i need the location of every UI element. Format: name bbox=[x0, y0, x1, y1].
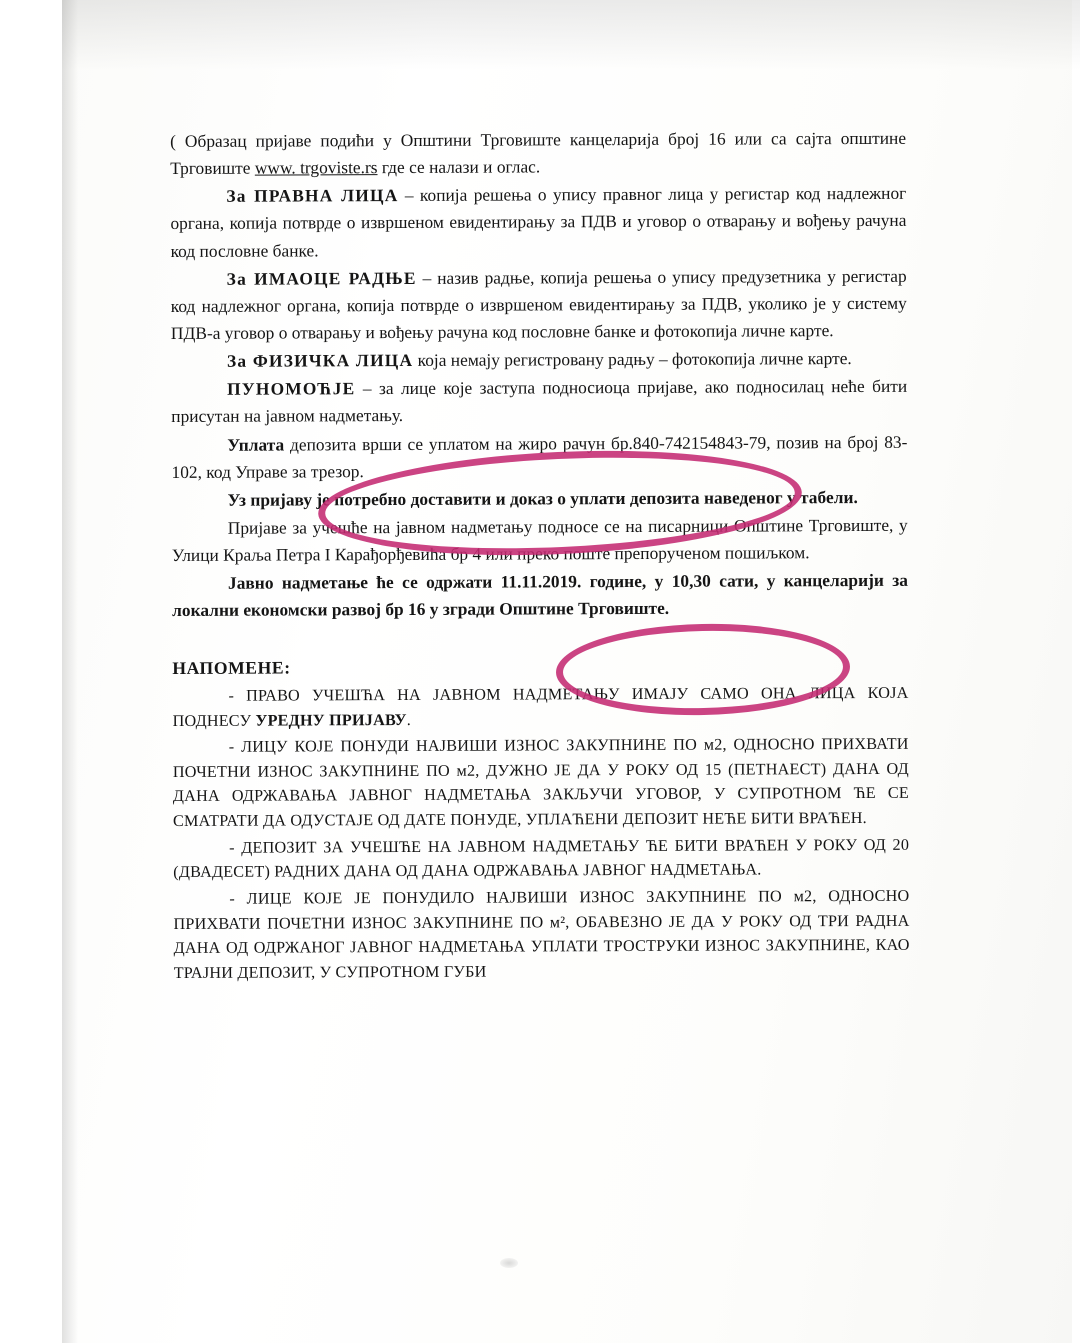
notes-block bbox=[172, 681, 909, 986]
paragraph-application-submission: Пријаве за учешће на јавном надметању подносе се на писарници Општине Трговиште, у Улици Краља Петра I Карађорђевића бр 4 или преко поште препорученом пошиљком. bbox=[171, 514, 908, 566]
note-item-1-text: - ПРАВО УЧЕШЋА НА ЈАВНОМ НАДМЕТАЊУ ИМАЈУ САМО ОНА ЛИЦА КОЈА ПОДНЕСУ УРЕДНУ ПРИЈАВУ. bbox=[172, 683, 909, 730]
scan-smudge bbox=[500, 1258, 518, 1268]
scan-shadow-left bbox=[62, 0, 78, 1343]
text-fizicka-lica: која немају регистровану радњу – фотокопија личне карте. bbox=[413, 348, 852, 371]
paragraph-shop-owners bbox=[171, 262, 907, 347]
label-pravna-lica: За ПРАВНА ЛИЦА bbox=[226, 185, 399, 207]
note-item-3: - ДЕПОЗИТ ЗА УЧЕШЋЕ НА ЈАВНОМ НАДМЕТАЊУ ЋЕ БИТИ ВРАЋЕН У РОКУ ОД 20 (ДВАДЕСЕТ) РАДНИХ ДАНА ОД ДАНА ОДРЖАВАЊА ЈАВНОГ НАДМЕТАЊА. bbox=[173, 835, 910, 882]
note-item-2: - ЛИЦУ КОЈЕ ПОНУДИ НАЈВИШИ ИЗНОС ЗАКУПНИНЕ ПО м2, ОДНОСНО ПРИХВАТИ ПОЧЕТНИ ИЗНОС ЗАКУПНИНЕ ПО м2, ДУЖНО ЈЕ ДА У РОКУ ОД 15 (ПЕТНАЕСТ) ДАНА ОД ДАНА ОДРЖАВАЊА ЈАВНОГ НАДМЕТАЊА ЗАКЉУЧИ УГОВОР, У СУПРОТНОМ ЋЕ СЕ СМАТРАТИ ДА ОДУСТАЈЕ ОД ДАТЕ ПОНУДЕ, УПЛАЋЕНИ ДЕПОЗИТ НЕЋЕ БИТИ ВРАЋЕН. bbox=[172, 735, 909, 831]
note-item-4: - ЛИЦЕ КОЈЕ ЈЕ ПОНУДИЛО НАЈВИШИ ИЗНОС ЗАКУПНИНЕ ПО м2, ОДНОСНО ПРИХВАТИ ПОЧЕТНИ ИЗНОС ЗАКУПНИНЕ ПО м², ОБАВЕЗНО ЈЕ ДА У РОКУ ОД ТРИ РАДНА ДАНА ОД ОДРЖАНОГ ЈАВНОГ НАДМЕТАЊА УПЛАТИ ТРОСТРУКИ ИЗНОС ЗАКУПНИНЕ, КАО ТРАЈНИ ДЕПОЗИТ, У СУПРОТНОМ ГУБИ bbox=[173, 886, 910, 982]
paragraph-form-availability: ( Образац пријаве подићи у Општини Трговиште канцеларија број 16 или са сајта општине Трговиште www. trgoviste.rs где се налази и оглас. bbox=[170, 127, 907, 179]
scan-shadow-top bbox=[62, 0, 1080, 70]
deposit-paragraph-lead: Уплата bbox=[227, 434, 285, 455]
label-imaoce-radnje: За ИМАОЦЕ РАДЊЕ bbox=[226, 267, 417, 289]
website-link[interactable]: www. trgoviste.rs bbox=[254, 157, 378, 178]
text-punomocje: – за лице које заступа подносиоца пријаве, ако подносилац неће бити присутан на јавном надметању. bbox=[171, 376, 908, 427]
label-fizicka-lica: За ФИЗИЧКА ЛИЦА bbox=[226, 350, 414, 371]
page-left-margin bbox=[0, 0, 63, 1343]
paragraph-physical-persons bbox=[171, 345, 907, 375]
text-imaoce-radnje: – назив радње, копија решења о упису предузетника у регистар код надлежног органа, копија потврде о извршеном евидентирању за ПДВ, уколико је у систему ПДВ-а уговор о отварању и вођењу рачуна код пословне банке и фотокопија личне карте. bbox=[170, 265, 907, 343]
paragraph-auction-datetime: Јавно надметање ће се одржати 11.11.2019. године, у 10,30 сати, у канцеларији за локални економски развој бр 16 у згради Општине Трговиште. bbox=[172, 570, 909, 621]
paragraph-deposit-proof: Уз пријаву је потребно доставити и доказ о уплати депозита наведеног у табели. bbox=[227, 486, 858, 510]
paragraph-power-of-attorney bbox=[171, 373, 907, 430]
note-emphasis-uredna-prijava: УРЕДНУ ПРИЈАВУ bbox=[255, 710, 407, 730]
text-pravna-lica: – копија решења о упису правног лица у регистар код надлежног органа, копија потврде о извршеном евидентирању за ПДВ и уговор о отварању и вођењу рачуна код пословне банке. bbox=[170, 183, 907, 261]
paragraph-deposit-payment: Уплата депозита врши се уплатом на жиро рачун бр.840-742154843-79, позив на број 83-102, код Управе за трезор. bbox=[171, 431, 908, 482]
note-item-1 bbox=[172, 681, 908, 733]
document-text-body bbox=[170, 125, 910, 988]
paragraph-legal-entities bbox=[170, 180, 906, 265]
label-punomocje: ПУНОМОЋЈЕ bbox=[227, 378, 356, 400]
notes-title: НАПОМЕНЕ: bbox=[172, 657, 291, 678]
